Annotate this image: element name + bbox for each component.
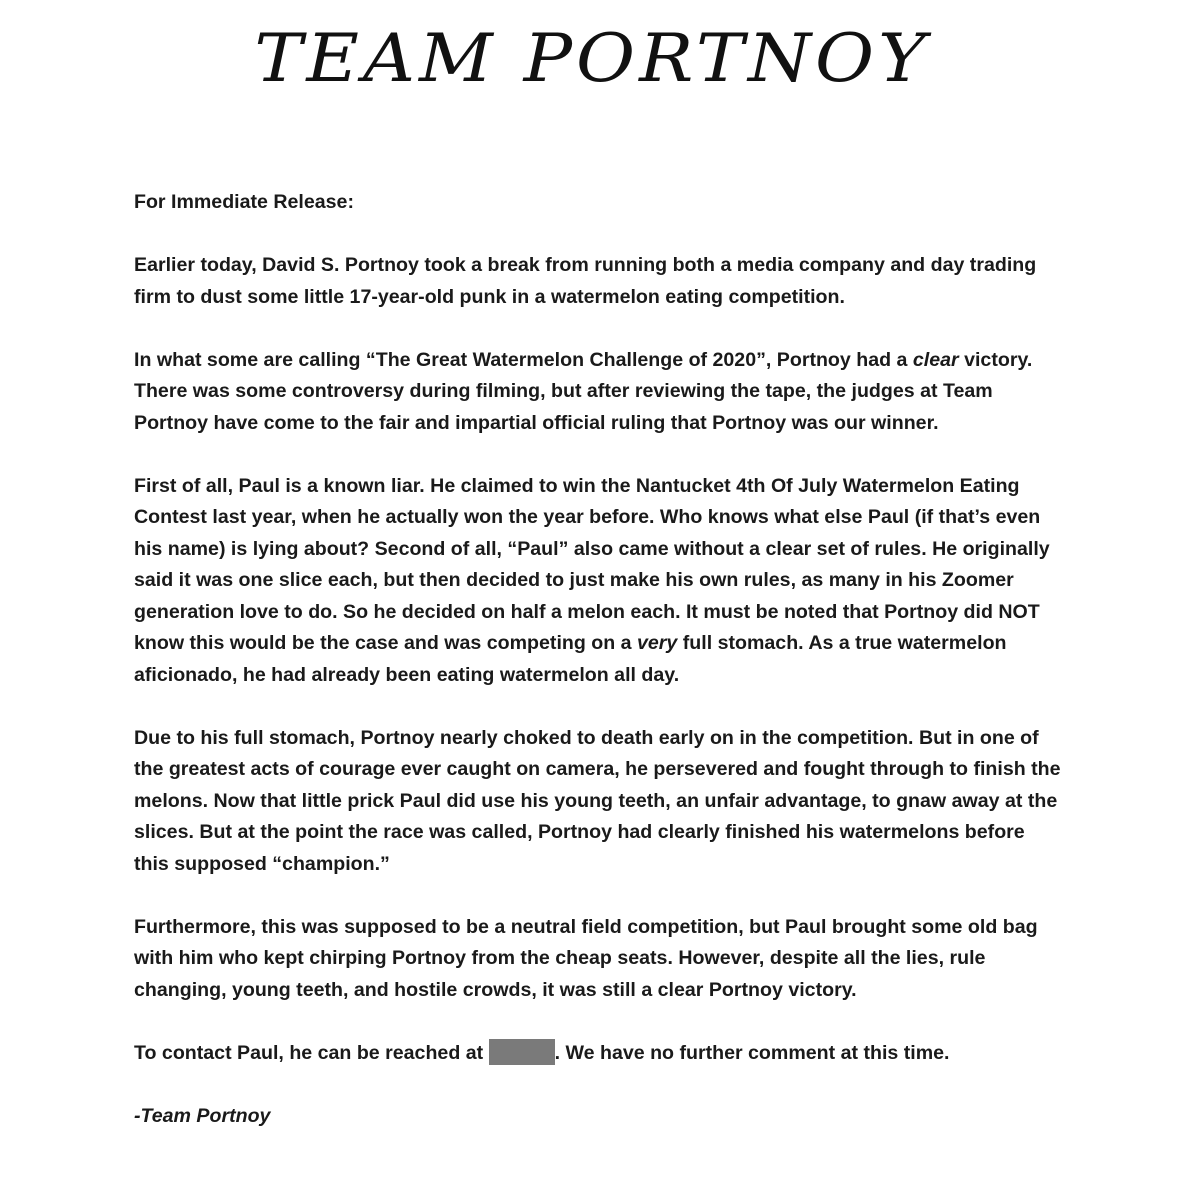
contact-text-b: . We have no further comment at this time. [554, 1041, 950, 1064]
press-release-body [134, 187, 1064, 1164]
emphasis-very: very [637, 632, 678, 654]
paragraph-stomach: Due to his full stomach, Portnoy nearly choked to death early on in the competition. But in one of the greatest acts of courage ever caught on camera, he persevered and fought through to finish the melons. Now that little prick Paul did use his young teeth, an unfair advantage, to gnaw away at the slices. But at the point the race was called, Portnoy had clearly finished his watermelons before this supposed “champion.” [134, 726, 1061, 875]
paragraph-intro: Earlier today, David S. Portnoy took a break from running both a media company and day trading firm to dust some little 17-year-old punk in a watermelon eating competition. [134, 254, 1037, 308]
masthead-title: TEAM PORTNOY [254, 19, 930, 97]
redacted-phone-block [489, 1039, 555, 1065]
paragraph-neutral-field: Furthermore, this was supposed to be a neutral field competition, but Paul brought some old bag with him who kept chirping Portnoy from the cheap seats. However, despite all the lies, rule changing, young teeth, and hostile crowds, it was still a clear Portnoy victory. [134, 915, 1038, 1001]
paragraph-victory [134, 345, 1064, 440]
emphasis-clear: clear [912, 348, 959, 371]
paragraph-liar [134, 471, 1064, 692]
paragraph-contact [134, 1038, 1064, 1070]
signature: -Team Portnoy [134, 1104, 271, 1127]
contact-text-a: To contact Paul, he can be reached at [134, 1041, 489, 1064]
paragraph-victory-text-b: victory. There was some controversy during filming, but after reviewing the tape, the judges at Team Portnoy have come to the fair and impartial official ruling that Portnoy was our winner. [134, 348, 1033, 434]
paragraph-liar-text-b: full stomach. As a true watermelon aficionado, he had already been eating watermelon all day. [134, 632, 1007, 686]
paragraph-liar-text-a: First of all, Paul is a known liar. He claimed to win the Nantucket 4th Of July Watermelon Eating Contest last year, when he actually won the year before. Who knows what else Paul (if that’s even his name) is lying about? Second of all, “Paul” also came without a clear set of rules. He originally said it was one slice each, but then decided to just make his own rules, as many in his Zoomer generation love to do. So he decided on half a melon each. It must be noted that Portnoy did NOT know this would be the case and was competing on a [134, 474, 1050, 654]
paragraph-victory-text-a: In what some are calling “The Great Watermelon Challenge of 2020”, Portnoy had a [134, 348, 913, 371]
release-label: For Immediate Release: [134, 191, 354, 213]
